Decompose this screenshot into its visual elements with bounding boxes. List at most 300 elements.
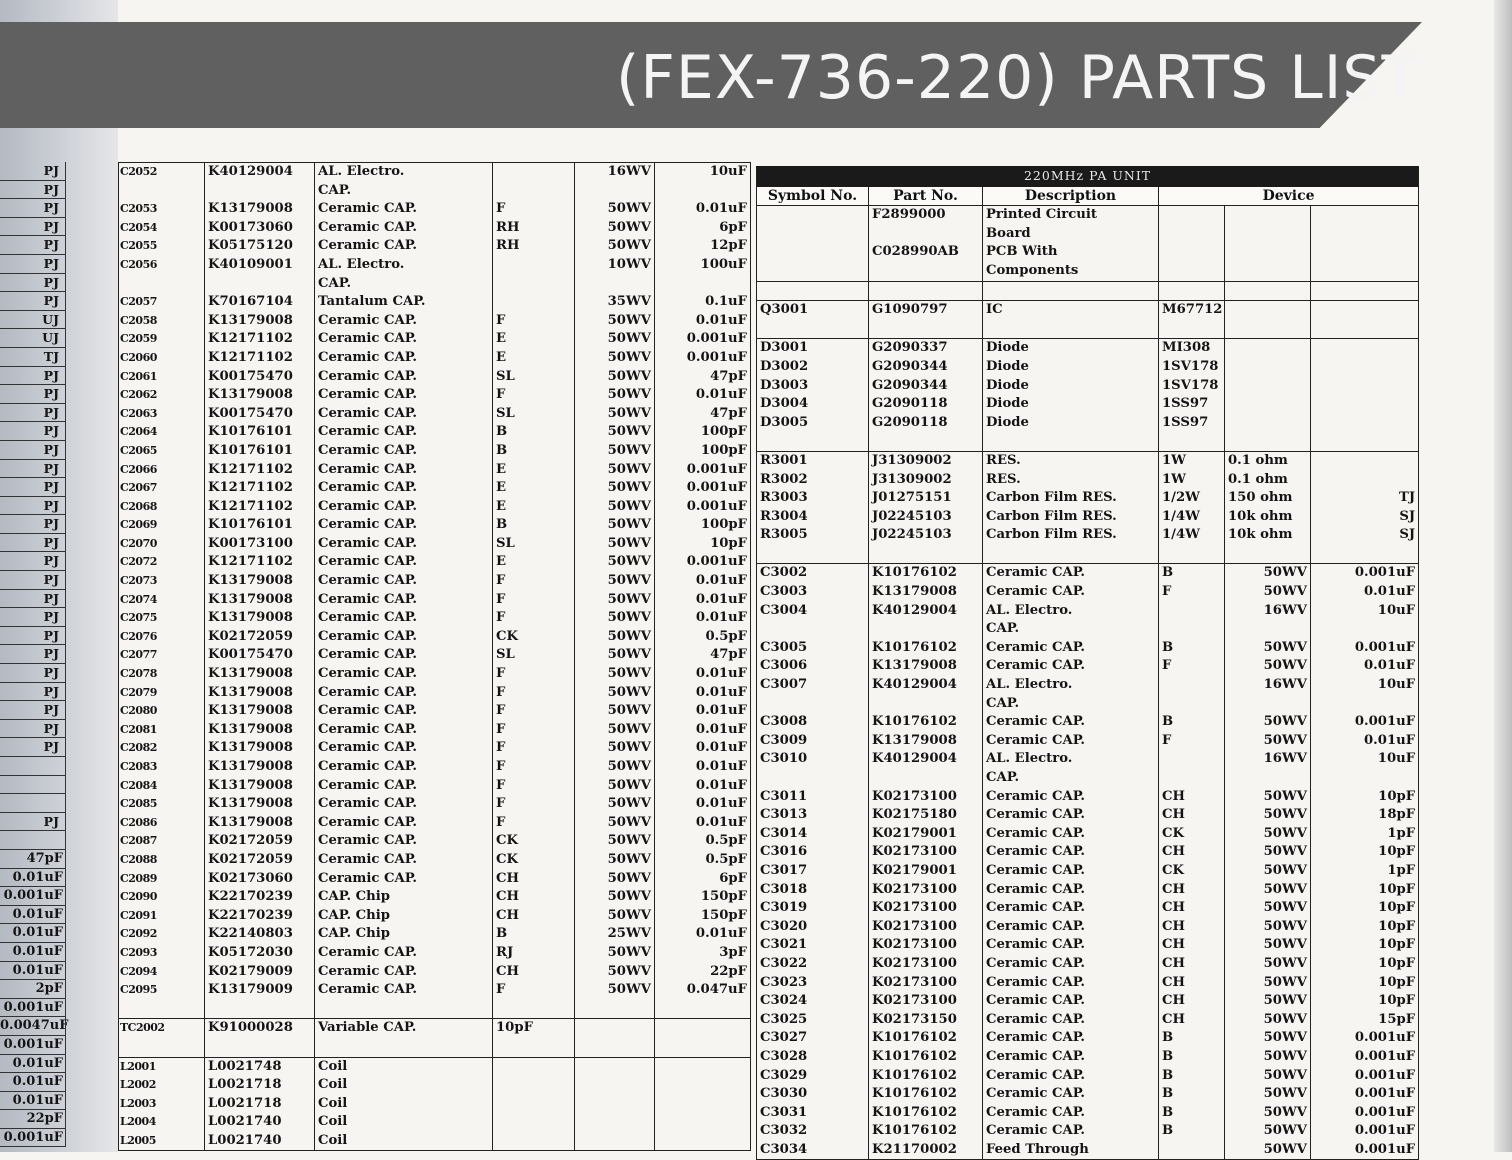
strip-cell: 0.01uF	[0, 869, 66, 888]
table-row	[119, 516, 751, 535]
cell-type: M67712	[1159, 301, 1225, 320]
cell-volt: 16WV	[1225, 676, 1311, 695]
cell-volt	[575, 275, 655, 294]
table-row	[757, 843, 1419, 862]
table-row	[757, 395, 1419, 414]
cell-type: CK	[1159, 825, 1225, 844]
cell-volt: 50WV	[575, 237, 655, 256]
cell-volt: 50WV	[575, 870, 655, 889]
cell-desc: Ceramic CAP.	[315, 442, 493, 461]
cell-part: K13179008	[205, 609, 315, 628]
cell-type: B	[1159, 1048, 1225, 1067]
cell-part: K02173100	[869, 936, 983, 955]
cell-volt	[1225, 414, 1311, 433]
strip-cell: 47pF	[0, 850, 66, 869]
cell-part: K40129004	[869, 602, 983, 621]
cell-symbol: C3028	[757, 1048, 869, 1067]
cell-value: SJ	[1311, 508, 1419, 527]
cell-value: 0.01uF	[655, 684, 751, 703]
cell-value: 0.001uF	[655, 330, 751, 349]
cell-desc: AL. Electro.	[315, 163, 493, 182]
cell-value: 18pF	[1311, 806, 1419, 825]
cell-type: CH	[1159, 955, 1225, 974]
cell-part: K13179008	[205, 758, 315, 777]
table-row	[119, 925, 751, 944]
strip-cell: 0.001uF	[0, 887, 66, 906]
cell-volt: 50WV	[575, 312, 655, 331]
cell-desc: Ceramic CAP.	[315, 423, 493, 442]
cell-part: K02172059	[205, 851, 315, 870]
cell-type: B	[1159, 713, 1225, 732]
table-row	[757, 225, 1419, 244]
cell-type: F	[493, 572, 575, 591]
cell-symbol	[757, 432, 869, 451]
table-row	[119, 591, 751, 610]
cell-type: 1/2W	[1159, 489, 1225, 508]
cell-value: 0.5pF	[655, 832, 751, 851]
cell-desc: CAP. Chip	[315, 907, 493, 926]
cell-symbol: C3029	[757, 1067, 869, 1086]
cell-type: 1W	[1159, 471, 1225, 490]
cell-desc: Ceramic CAP.	[983, 843, 1159, 862]
cell-symbol: C2057	[119, 293, 205, 312]
cell-symbol: C3021	[757, 936, 869, 955]
cell-desc: Coil	[315, 1132, 493, 1151]
cell-type	[1159, 320, 1225, 339]
table-row	[757, 1141, 1419, 1160]
cell-part: K10176101	[205, 516, 315, 535]
cell-type	[493, 1095, 575, 1114]
table-row	[119, 200, 751, 219]
cell-type: F	[493, 200, 575, 219]
cell-type: B	[493, 423, 575, 442]
cell-symbol: C3005	[757, 639, 869, 658]
cell-value: 0.01uF	[655, 386, 751, 405]
strip-cell: 0.001uF	[0, 1036, 66, 1055]
cell-part: K13179008	[205, 572, 315, 591]
cell-value	[1311, 225, 1419, 244]
cell-part: F2899000	[869, 206, 983, 225]
table-row	[119, 628, 751, 647]
parts-table-left	[118, 162, 751, 1151]
table-row	[119, 256, 751, 275]
cell-symbol: C2085	[119, 795, 205, 814]
cell-desc: Ceramic CAP.	[983, 1122, 1159, 1141]
cell-symbol	[119, 1038, 205, 1057]
strip-cell: PJ	[0, 385, 66, 404]
cell-desc: Ceramic CAP.	[983, 1029, 1159, 1048]
table-row	[757, 432, 1419, 451]
cell-type: F	[493, 609, 575, 628]
cell-symbol: C2062	[119, 386, 205, 405]
cell-value	[655, 1038, 751, 1057]
cell-value	[1311, 358, 1419, 377]
cell-type: E	[493, 479, 575, 498]
cell-value: 150pF	[655, 888, 751, 907]
cell-symbol	[757, 281, 869, 301]
cell-volt: 50WV	[1225, 1141, 1311, 1160]
strip-cell: PJ	[0, 720, 66, 739]
strip-cell: 0.01uF	[0, 1073, 66, 1092]
cell-value	[1311, 301, 1419, 320]
cell-desc: Ceramic CAP.	[983, 583, 1159, 602]
cell-volt: 50WV	[575, 665, 655, 684]
cell-volt: 150 ohm	[1225, 489, 1311, 508]
cell-value: SJ	[1311, 526, 1419, 545]
cell-part: K13179008	[205, 721, 315, 740]
strip-cell: 0.001uF	[0, 999, 66, 1018]
cell-type: 1/4W	[1159, 526, 1225, 545]
table-row	[119, 312, 751, 331]
cell-value	[655, 182, 751, 201]
cell-value: 0.01uF	[1311, 657, 1419, 676]
cell-desc	[983, 320, 1159, 339]
cell-desc: Ceramic CAP.	[315, 553, 493, 572]
table-row	[119, 535, 751, 554]
cell-desc: Ceramic CAP.	[315, 609, 493, 628]
cell-part: K13179009	[205, 981, 315, 1000]
cell-type: CH	[493, 963, 575, 982]
table-row	[119, 609, 751, 628]
cell-volt	[1225, 620, 1311, 639]
cell-value: 0.01uF	[655, 200, 751, 219]
cell-part: K70167104	[205, 293, 315, 312]
cell-type: F	[493, 702, 575, 721]
cell-type: E	[493, 349, 575, 368]
cell-type: CH	[493, 870, 575, 889]
cell-desc	[315, 1038, 493, 1057]
cell-symbol: C3018	[757, 881, 869, 900]
cell-type: CK	[1159, 862, 1225, 881]
cell-type: CH	[1159, 788, 1225, 807]
table-row	[119, 423, 751, 442]
cell-value: 47pF	[655, 646, 751, 665]
cell-symbol: C3032	[757, 1122, 869, 1141]
cell-desc: Carbon Film RES.	[983, 508, 1159, 527]
cell-part: K13179008	[205, 702, 315, 721]
cell-volt: 50WV	[1225, 1122, 1311, 1141]
cell-value: 10pF	[1311, 936, 1419, 955]
cell-desc: Ceramic CAP.	[983, 657, 1159, 676]
cell-desc: CAP. Chip	[315, 925, 493, 944]
cell-symbol: C3006	[757, 657, 869, 676]
cell-type: B	[1159, 1067, 1225, 1086]
cell-type	[1159, 262, 1225, 281]
cell-part	[869, 695, 983, 714]
cell-desc: Components	[983, 262, 1159, 281]
cell-type: B	[1159, 1085, 1225, 1104]
cell-volt	[575, 1000, 655, 1019]
cell-desc: Ceramic CAP.	[983, 825, 1159, 844]
strip-cell: PJ	[0, 255, 66, 274]
cell-volt: 50WV	[575, 516, 655, 535]
cell-type: 1SV178	[1159, 358, 1225, 377]
cell-value	[1311, 320, 1419, 339]
cell-desc: Ceramic CAP.	[983, 992, 1159, 1011]
table-row	[757, 750, 1419, 769]
cell-desc: Diode	[983, 377, 1159, 396]
table-row	[119, 461, 751, 480]
previous-page-strip	[0, 162, 69, 1147]
cell-part: K22170239	[205, 907, 315, 926]
cell-type: F	[493, 795, 575, 814]
cell-volt: 50WV	[575, 572, 655, 591]
table-row	[757, 564, 1419, 583]
cell-desc: Ceramic CAP.	[983, 936, 1159, 955]
table-row	[757, 1104, 1419, 1123]
cell-volt: 50WV	[1225, 639, 1311, 658]
cell-symbol	[757, 620, 869, 639]
cell-symbol: C2059	[119, 330, 205, 349]
cell-part: C028990AB	[869, 243, 983, 262]
cell-value: 0.01uF	[655, 665, 751, 684]
cell-type	[1159, 432, 1225, 451]
table-row	[757, 602, 1419, 621]
strip-cell: UJ	[0, 329, 66, 348]
cell-part	[869, 432, 983, 451]
cell-volt: 10WV	[575, 256, 655, 275]
table-row	[757, 489, 1419, 508]
cell-part: K12171102	[205, 498, 315, 517]
table-row	[119, 1057, 751, 1076]
cell-volt	[1225, 432, 1311, 451]
cell-value: 0.5pF	[655, 851, 751, 870]
cell-symbol: C2081	[119, 721, 205, 740]
cell-value	[1311, 620, 1419, 639]
cell-value: 12pF	[655, 237, 751, 256]
strip-cell: 0.01uF	[0, 906, 66, 925]
cell-symbol: L2004	[119, 1113, 205, 1132]
cell-value: 47pF	[655, 368, 751, 387]
cell-type: F	[493, 591, 575, 610]
cell-desc: Ceramic CAP.	[983, 918, 1159, 937]
cell-volt: 50WV	[1225, 974, 1311, 993]
cell-volt: 50WV	[1225, 788, 1311, 807]
cell-type: RH	[493, 219, 575, 238]
cell-value: 6pF	[655, 870, 751, 889]
cell-volt: 16WV	[1225, 602, 1311, 621]
cell-type	[493, 256, 575, 275]
cell-value: 0.001uF	[1311, 1029, 1419, 1048]
cell-desc: Ceramic CAP.	[315, 646, 493, 665]
strip-cell: 2pF	[0, 980, 66, 999]
cell-symbol: C3025	[757, 1011, 869, 1030]
cell-part: K02179001	[869, 825, 983, 844]
cell-desc: Carbon Film RES.	[983, 489, 1159, 508]
cell-part: K02173150	[869, 1011, 983, 1030]
table-row	[119, 888, 751, 907]
table-row	[119, 944, 751, 963]
table-row	[757, 281, 1419, 301]
table-row	[119, 405, 751, 424]
cell-desc: Ceramic CAP.	[315, 349, 493, 368]
cell-symbol	[119, 275, 205, 294]
cell-desc: Ceramic CAP.	[315, 814, 493, 833]
table-row	[757, 1029, 1419, 1048]
cell-type	[493, 163, 575, 182]
cell-type: F	[493, 312, 575, 331]
cell-symbol: C2074	[119, 591, 205, 610]
table-row	[119, 814, 751, 833]
cell-desc: Ceramic CAP.	[315, 702, 493, 721]
cell-symbol: C3008	[757, 713, 869, 732]
cell-value: 100pF	[655, 442, 751, 461]
cell-desc	[983, 545, 1159, 564]
cell-desc: Tantalum CAP.	[315, 293, 493, 312]
cell-value: 10pF	[1311, 843, 1419, 862]
cell-value: 10pF	[1311, 881, 1419, 900]
cell-desc: Diode	[983, 414, 1159, 433]
cell-symbol	[757, 262, 869, 281]
cell-symbol: C3023	[757, 974, 869, 993]
cell-type	[493, 182, 575, 201]
cell-desc: Ceramic CAP.	[315, 870, 493, 889]
cell-part: G2090337	[869, 339, 983, 358]
cell-volt: 50WV	[575, 330, 655, 349]
cell-value: 0.01uF	[655, 312, 751, 331]
cell-value: 0.001uF	[655, 553, 751, 572]
cell-type	[1159, 225, 1225, 244]
cell-value	[655, 1057, 751, 1076]
unit-title: 220MHz PA UNIT	[757, 167, 1419, 187]
cell-type: CH	[1159, 881, 1225, 900]
table-row	[757, 676, 1419, 695]
cell-type: 1W	[1159, 451, 1225, 470]
cell-part: K13179008	[869, 732, 983, 751]
cell-type: RH	[493, 237, 575, 256]
cell-volt: 50WV	[1225, 862, 1311, 881]
cell-volt: 50WV	[575, 851, 655, 870]
cell-part: K02173100	[869, 788, 983, 807]
cell-type	[1159, 695, 1225, 714]
strip-cell: PJ	[0, 460, 66, 479]
cell-part: K10176102	[869, 1085, 983, 1104]
cell-desc: Ceramic CAP.	[315, 572, 493, 591]
cell-value: 0.047uF	[655, 981, 751, 1000]
cell-type: CH	[1159, 974, 1225, 993]
table-row	[757, 1122, 1419, 1141]
table-row	[119, 870, 751, 889]
cell-value: 1pF	[1311, 862, 1419, 881]
cell-value: 10pF	[1311, 955, 1419, 974]
cell-desc: Ceramic CAP.	[315, 498, 493, 517]
cell-part: K02179001	[869, 862, 983, 881]
cell-symbol: R3003	[757, 489, 869, 508]
cell-desc: Coil	[315, 1076, 493, 1095]
cell-value: 0.01uF	[655, 777, 751, 796]
table-row	[119, 739, 751, 758]
cell-symbol: C2055	[119, 237, 205, 256]
cell-part: K00175470	[205, 368, 315, 387]
cell-volt	[575, 1057, 655, 1076]
cell-part	[205, 1000, 315, 1019]
cell-part: K13179008	[869, 583, 983, 602]
cell-value: 0.001uF	[1311, 639, 1419, 658]
cell-symbol	[757, 769, 869, 788]
cell-part	[205, 1038, 315, 1057]
cell-desc: IC	[983, 301, 1159, 320]
table-row	[757, 974, 1419, 993]
strip-cell: PJ	[0, 738, 66, 757]
cell-symbol: C2068	[119, 498, 205, 517]
table-row	[119, 368, 751, 387]
cell-volt: 50WV	[575, 405, 655, 424]
cell-volt: 50WV	[1225, 899, 1311, 918]
cell-value: 0.01uF	[655, 739, 751, 758]
strip-cell: PJ	[0, 181, 66, 200]
table-row	[757, 899, 1419, 918]
table-row	[119, 479, 751, 498]
cell-part: L0021748	[205, 1057, 315, 1076]
cell-desc: Ceramic CAP.	[315, 535, 493, 554]
cell-volt: 50WV	[1225, 1048, 1311, 1067]
cell-part: K10176102	[869, 1104, 983, 1123]
cell-symbol: C3016	[757, 843, 869, 862]
cell-volt: 16WV	[575, 163, 655, 182]
cell-desc: Diode	[983, 395, 1159, 414]
cell-desc: Ceramic CAP.	[983, 1011, 1159, 1030]
cell-desc: Carbon Film RES.	[983, 526, 1159, 545]
cell-value: 100uF	[655, 256, 751, 275]
cell-desc: AL. Electro.	[983, 602, 1159, 621]
cell-desc: AL. Electro.	[983, 676, 1159, 695]
cell-symbol: C2058	[119, 312, 205, 331]
table-row	[757, 471, 1419, 490]
cell-symbol	[757, 545, 869, 564]
cell-desc: Ceramic CAP.	[315, 591, 493, 610]
cell-desc: RES.	[983, 451, 1159, 470]
cell-volt	[575, 182, 655, 201]
cell-type: CK	[493, 832, 575, 851]
cell-part: J02245103	[869, 526, 983, 545]
cell-value: 0.01uF	[655, 591, 751, 610]
cell-volt: 50WV	[1225, 825, 1311, 844]
cell-desc: Ceramic CAP.	[983, 899, 1159, 918]
cell-desc: Ceramic CAP.	[315, 516, 493, 535]
cell-desc: Ceramic CAP.	[315, 758, 493, 777]
cell-value: 10pF	[1311, 974, 1419, 993]
cell-type	[493, 1113, 575, 1132]
table-row	[757, 825, 1419, 844]
cell-volt: 50WV	[575, 368, 655, 387]
cell-volt: 50WV	[575, 814, 655, 833]
cell-volt: 50WV	[1225, 732, 1311, 751]
strip-cell: PJ	[0, 664, 66, 683]
cell-type	[493, 293, 575, 312]
strip-cell: PJ	[0, 683, 66, 702]
cell-desc: Diode	[983, 358, 1159, 377]
cell-volt: 16WV	[1225, 750, 1311, 769]
cell-volt: 50WV	[575, 739, 655, 758]
cell-value	[1311, 395, 1419, 414]
cell-symbol: C2063	[119, 405, 205, 424]
cell-part: K05172030	[205, 944, 315, 963]
cell-desc: Variable CAP.	[315, 1019, 493, 1038]
table-row	[757, 713, 1419, 732]
cell-type: 10pF	[493, 1019, 575, 1038]
table-row	[119, 330, 751, 349]
cell-part: L0021718	[205, 1095, 315, 1114]
header-description: Description	[983, 186, 1159, 206]
cell-symbol: C3034	[757, 1141, 869, 1160]
table-row	[119, 851, 751, 870]
cell-desc: Ceramic CAP.	[315, 219, 493, 238]
cell-symbol: C2084	[119, 777, 205, 796]
cell-part: K00175470	[205, 405, 315, 424]
table-row	[119, 163, 751, 182]
cell-part	[869, 769, 983, 788]
cell-value: 0.01uF	[655, 721, 751, 740]
